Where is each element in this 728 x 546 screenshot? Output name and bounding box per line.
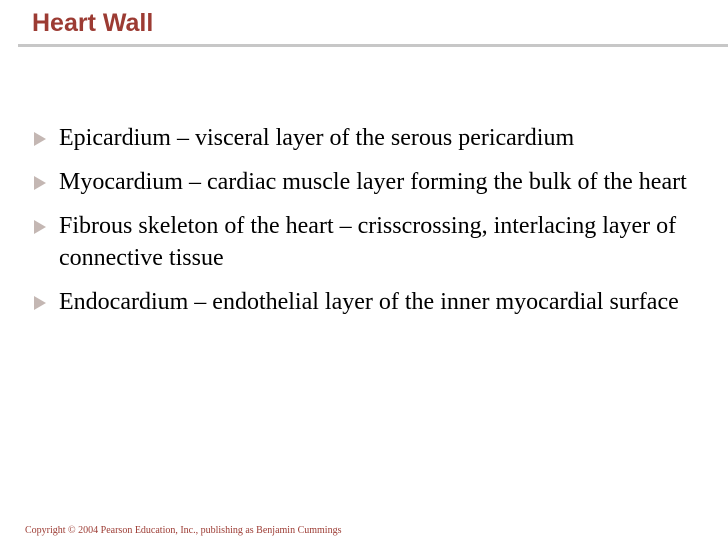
arrowhead-bullet-icon (34, 176, 46, 190)
list-item (0, 210, 699, 274)
bullet-text: Epicardium – visceral layer of the serous pericardium (59, 125, 575, 151)
bullet-list (0, 122, 699, 330)
arrowhead-bullet-icon (34, 220, 46, 234)
slide-title: Heart Wall (32, 9, 154, 37)
bullet-text: Endocardium – endothelial layer of the inner myocardial surface (59, 289, 679, 315)
list-item (0, 122, 699, 154)
bullet-text: Myocardium – cardiac muscle layer forming the bulk of the heart (59, 169, 687, 195)
title-divider (18, 44, 728, 47)
bullet-text: Fibrous skeleton of the heart – crisscrossing, interlacing layer of connective tissue (59, 213, 677, 271)
arrowhead-bullet-icon (34, 296, 46, 310)
arrowhead-bullet-icon (34, 132, 46, 146)
list-item (0, 286, 699, 318)
list-item (0, 166, 699, 198)
copyright-footer: Copyright © 2004 Pearson Education, Inc., publishing as Benjamin Cummings (25, 525, 342, 536)
